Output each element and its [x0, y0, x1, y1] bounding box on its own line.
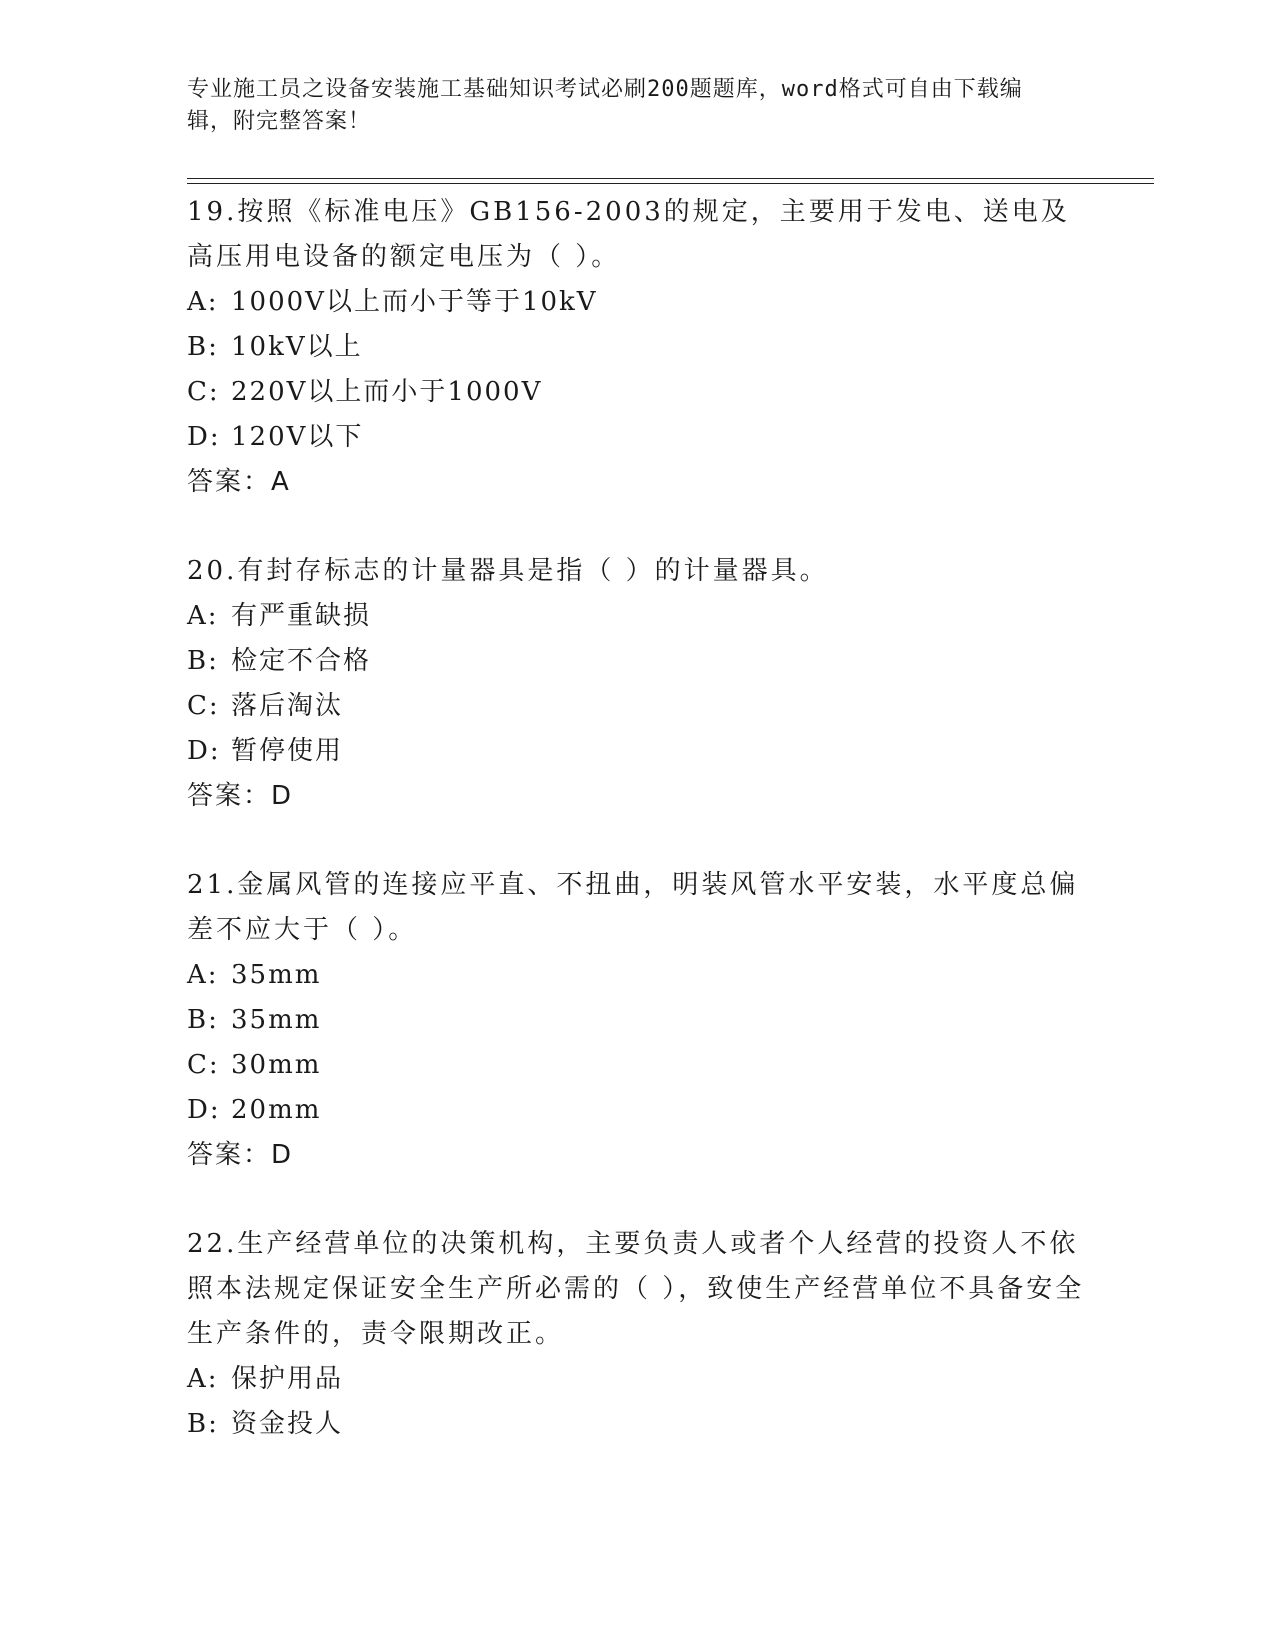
question-stem: 19.按照《标准电压》GB156-2003的规定，主要用于发电、送电及高压用电设备的额定电压为（ ）。	[187, 197, 1070, 272]
question-list	[187, 190, 1087, 1491]
option-text: 检定不合格	[231, 646, 372, 676]
option-text: 资金投人	[231, 1409, 344, 1439]
option-key: A:	[187, 1364, 219, 1394]
question-22	[187, 1222, 1087, 1447]
question-21	[187, 863, 1087, 1178]
option-a	[187, 1357, 1087, 1402]
option-key: B:	[187, 1409, 219, 1439]
option-text: 10kV以上	[231, 332, 363, 362]
option-b	[187, 998, 1087, 1043]
option-a	[187, 953, 1087, 998]
option-key: B:	[187, 332, 219, 362]
option-text: 220V以上而小于1000V	[231, 377, 543, 407]
option-text: 落后淘汰	[231, 691, 344, 721]
option-text: 有严重缺损	[231, 601, 372, 631]
question-19	[187, 190, 1087, 505]
option-key: B:	[187, 646, 219, 676]
answer-line: 答案：D	[187, 781, 294, 811]
option-key: D:	[187, 422, 221, 452]
option-text: 保护用品	[231, 1364, 344, 1394]
option-text: 1000V以上而小于等于10kV	[231, 287, 598, 317]
option-c	[187, 684, 1087, 729]
option-key: D:	[187, 736, 221, 766]
option-d	[187, 415, 1087, 460]
question-stem: 20.有封存标志的计量器具是指（ ）的计量器具。	[187, 556, 829, 586]
question-stem: 22.生产经营单位的决策机构，主要负责人或者个人经营的投资人不依照本法规定保证安全生产所必需的（ ），致使生产经营单位不具备安全生产条件的，责令限期改正。	[187, 1229, 1085, 1349]
option-text: 20mm	[231, 1095, 322, 1125]
document-header: 专业施工员之设备安装施工基础知识考试必刷200题题库，word格式可自由下载编辑，附完整答案！	[187, 77, 1023, 134]
option-d	[187, 1088, 1087, 1133]
answer-line: 答案：A	[187, 467, 291, 497]
option-text: 120V以下	[231, 422, 364, 452]
option-key: A:	[187, 287, 219, 317]
option-key: C:	[187, 377, 220, 407]
option-d	[187, 729, 1087, 774]
option-c	[187, 1043, 1087, 1088]
option-b	[187, 1402, 1087, 1447]
option-key: B:	[187, 1005, 219, 1035]
option-text: 35mm	[231, 960, 322, 990]
header-divider-bottom	[187, 183, 1154, 184]
question-stem: 21.金属风管的连接应平直、不扭曲，明装风管水平安装，水平度总偏差不应大于（ ）。	[187, 870, 1079, 945]
option-c	[187, 370, 1087, 415]
option-key: A:	[187, 960, 219, 990]
question-20	[187, 549, 1087, 819]
header-divider-top	[187, 178, 1154, 179]
option-text: 30mm	[231, 1050, 322, 1080]
option-key: C:	[187, 691, 220, 721]
option-text: 35mm	[231, 1005, 322, 1035]
option-a	[187, 594, 1087, 639]
option-b	[187, 639, 1087, 684]
option-a	[187, 280, 1087, 325]
option-b	[187, 325, 1087, 370]
option-key: C:	[187, 1050, 220, 1080]
option-key: D:	[187, 1095, 221, 1125]
answer-line: 答案：D	[187, 1140, 294, 1170]
option-text: 暂停使用	[231, 736, 344, 766]
option-key: A:	[187, 601, 219, 631]
